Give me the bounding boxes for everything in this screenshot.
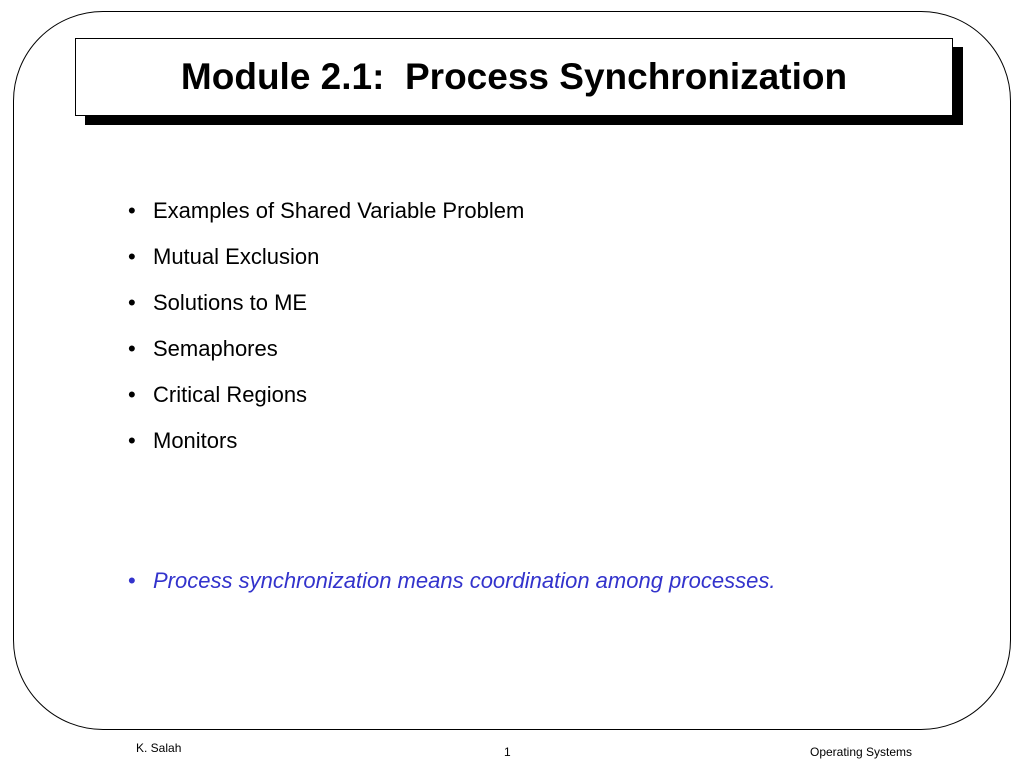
bullet-text: Mutual Exclusion [153, 244, 320, 269]
bullet-icon: • [128, 290, 136, 315]
slide-title: Module 2.1: Process Synchronization [180, 56, 848, 97]
bullet-text: Examples of Shared Variable Problem [153, 198, 525, 223]
list-item [128, 428, 524, 474]
definition-note [128, 568, 775, 594]
list-item [128, 336, 524, 382]
list-item [128, 198, 524, 244]
bullet-icon: • [128, 336, 136, 361]
title-box [75, 38, 953, 116]
list-item [128, 382, 524, 428]
bullet-text: Solutions to ME [153, 290, 308, 315]
bullet-icon: • [128, 198, 136, 223]
footer-page-number: 1 [504, 745, 511, 759]
note-text: Process synchronization means coordination among processes. [153, 568, 776, 593]
bullet-icon: • [128, 244, 136, 269]
bullet-text: Semaphores [153, 336, 278, 361]
bullet-text: Monitors [153, 428, 238, 453]
footer-author: K. Salah [136, 741, 182, 755]
bullet-icon: • [128, 428, 136, 453]
bullet-list [128, 198, 524, 474]
list-item [128, 244, 524, 290]
bullet-icon: • [128, 568, 136, 593]
bullet-icon: • [128, 382, 136, 407]
footer-course: Operating Systems [810, 745, 913, 759]
list-item [128, 290, 524, 336]
bullet-text: Critical Regions [153, 382, 308, 407]
